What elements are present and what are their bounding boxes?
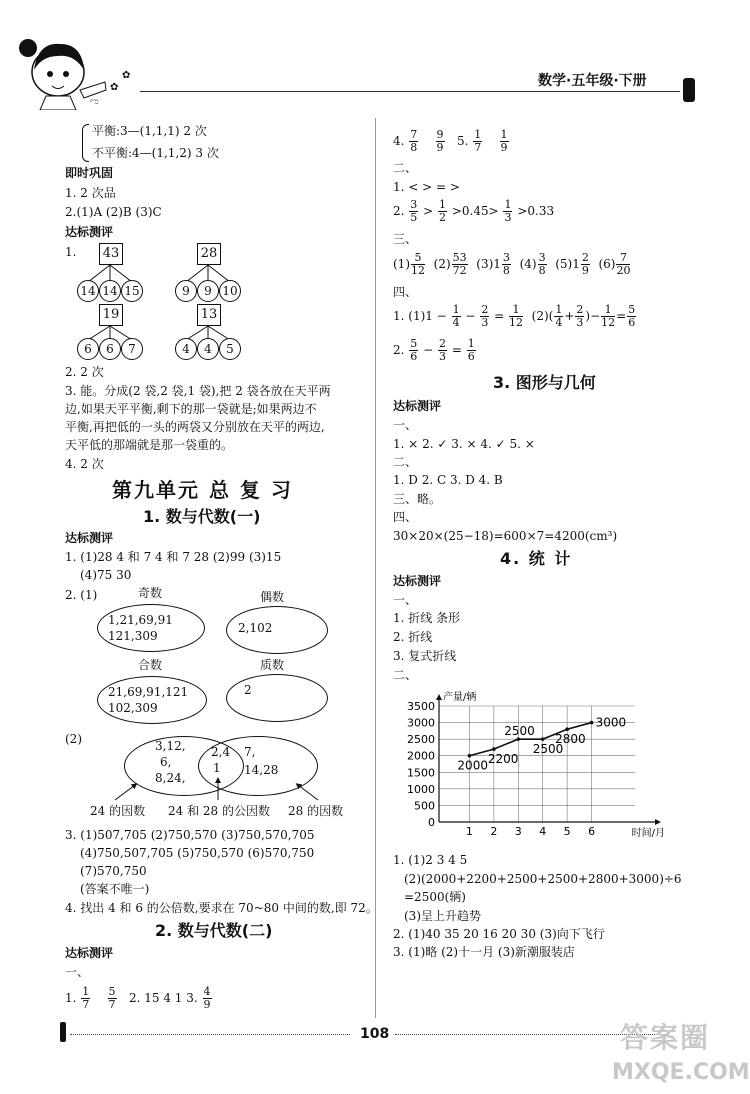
venn-mid-2: 1	[213, 761, 221, 775]
fraction: $\frac{5}{12}$	[411, 251, 425, 277]
page-number: 108	[360, 1026, 390, 1042]
y-tick-label: 1000	[407, 782, 435, 796]
tree-1-leaf: 14	[99, 280, 121, 302]
section-4-test: 达标测评	[393, 574, 442, 588]
venn-caption-left: 24 的因数	[90, 804, 146, 818]
s4-ans-2: (2)(2000+2200+2500+2500+2800+3000)÷6	[404, 872, 682, 886]
fraction: $\frac{1}{7}$	[82, 985, 90, 1011]
s1-item-4: 4. 找出 4 和 6 的公倍数,要求在 70~80 中间的数,即 72。	[65, 901, 378, 915]
data-point	[492, 747, 496, 751]
s1-item-1-line-1: 1. (1)28 4 和 7 4 和 7 28 (2)99 (3)15	[65, 550, 282, 564]
s2-answers	[65, 984, 213, 1012]
tree-3-leaf: 6	[99, 338, 121, 360]
tree-4-leaf: 5	[219, 338, 241, 360]
tree-1-leaf: 14	[77, 280, 99, 302]
odd-label: 奇数	[138, 586, 163, 600]
venn-left-2: 6,	[160, 755, 172, 769]
s1-item-3-line-3: (7)570,750	[80, 864, 147, 878]
item-3-line-1: 3. 能。分成(2 袋,2 袋,1 袋),把 2 袋各放在天平两	[65, 384, 331, 398]
y-axis-label: 产量/辆	[443, 692, 477, 703]
s3-three: 三、略。	[393, 492, 442, 506]
section-3-title: 3. 图形与几何	[493, 373, 596, 392]
prime-label: 质数	[260, 658, 285, 672]
footer-left-marker	[60, 1022, 66, 1042]
balance-line-1: 平衡:3—(1,1,1) 2 次	[92, 124, 207, 138]
r-two-2: 2. $\frac{3}{5}$ > $\frac{1}{2}$ >0.45> $\frac{1}{3}$ >0.33	[393, 198, 555, 224]
consolidate-title: 即时巩固	[65, 166, 114, 180]
header-title: 数学·五年级·下册	[538, 73, 647, 89]
fraction: $\frac{3}{5}$	[410, 198, 418, 224]
r-four: 四、	[393, 285, 418, 299]
section-2-one: 一、	[65, 965, 90, 979]
venn-mid-1: 2,4	[211, 745, 231, 759]
s1-item-3-line-2: (4)750,507,705 (5)750,570 (6)570,750	[80, 846, 315, 860]
r-item-4-5: 4. $\frac{7}{8}$ $\frac{9}{9}$ 5. $\frac{1}{7}$ $\frac{1}{9}$	[393, 128, 508, 154]
x-axis-arrow	[655, 819, 661, 825]
s4-one: 一、	[393, 593, 418, 607]
tree-2-root: 28	[197, 243, 221, 265]
fraction: $\frac{4}{9}$	[203, 985, 211, 1011]
x-tick-label: 5	[563, 825, 571, 838]
s4-ans-3: =2500(辆)	[404, 890, 466, 904]
section-2-title: 2. 数与代数(二)	[155, 921, 273, 940]
footer-rule-left	[70, 1034, 350, 1035]
item-3-line-3: 平衡,再把低的一头的两袋又分别放在天平的两边,	[65, 420, 325, 434]
section-1-title: 1. 数与代数(一)	[143, 507, 261, 526]
tree-1-leaf: 15	[121, 280, 143, 302]
venn-right-2: 14,28	[244, 763, 279, 777]
y-tick-label: 500	[414, 799, 435, 813]
item-4: 4. 2 次	[65, 457, 104, 471]
line-chart	[395, 686, 695, 841]
section-1-test: 达标测评	[65, 531, 114, 545]
x-axis-label: 时间/月	[631, 828, 665, 839]
fraction: $\frac{1}{12}$	[509, 303, 524, 329]
s3-one: 一、	[393, 418, 418, 432]
test-title-1: 达标测评	[65, 225, 114, 239]
watermark-logo: 答案圈	[620, 1021, 711, 1054]
fraction: $\frac{1}{12}$	[601, 303, 616, 329]
prime-values: 2	[244, 683, 252, 697]
fraction: $\frac{5}{7}$	[108, 985, 116, 1011]
fraction: $\frac{1}{7}$	[474, 128, 482, 154]
y-tick-label: 2000	[407, 749, 435, 763]
section-3-test: 达标测评	[393, 399, 442, 413]
s4-ans-5: 2. (1)40 35 20 16 20 30 (3)向下飞行	[393, 927, 605, 941]
composite-values-2: 102,309	[108, 701, 158, 715]
x-tick-label: 2	[490, 825, 498, 838]
s1-item-3-line-1: 3. (1)507,705 (2)750,570 (3)750,570,705	[65, 828, 315, 842]
data-point	[565, 727, 569, 731]
data-label: 2000	[457, 758, 488, 773]
fraction: $\frac{3}{8}$	[502, 251, 510, 277]
s1-item-2: 2. (1)	[65, 588, 98, 602]
s2-item-3: 3.	[186, 991, 198, 1005]
s4-ans-1: 1. (1)2 3 4 5	[393, 853, 468, 867]
s3-two-items: 1. D 2. C 3. D 4. B	[393, 473, 503, 487]
s2-item-1: 1.	[65, 991, 77, 1005]
venn-caption-mid: 24 和 28 的公因数	[168, 804, 270, 818]
section-4-title: 4. 统 计	[500, 549, 573, 568]
composite-label: 合数	[138, 658, 163, 672]
s1-item-3-line-4: (答案不唯一)	[80, 882, 150, 896]
data-point	[590, 721, 594, 725]
s4-2: 2. 折线	[393, 630, 433, 644]
svg-text:ಌ: ಌ	[90, 97, 99, 107]
odd-values-1: 1,21,69,91	[108, 613, 173, 627]
x-tick-label: 1	[465, 825, 473, 838]
watermark-url: MXQE.COM	[612, 1060, 750, 1085]
even-values: 2,102	[238, 621, 273, 635]
s3-four: 四、	[393, 510, 418, 524]
s3-four-calc: 30×20×(25−18)=600×7=4200(cm³)	[393, 529, 618, 543]
balance-line-2: 不平衡:4—(1,1,2) 3 次	[92, 146, 219, 160]
data-point	[468, 754, 472, 758]
data-label: 2800	[555, 732, 586, 747]
fraction: $\frac{2}{9}$	[581, 251, 589, 277]
s3-one-items: 1. × 2. ✓ 3. × 4. ✓ 5. ×	[393, 437, 535, 451]
fraction: $\frac{1}{9}$	[500, 128, 508, 154]
data-label: 3000	[595, 715, 627, 730]
fraction: $\frac{3}{8}$	[538, 251, 546, 277]
fraction: $\frac{2}{3}$	[439, 337, 446, 363]
item-3-line-2: 边,如果天平平衡,剩下的那一袋就是;如果两边不	[65, 402, 317, 416]
data-label: 2500	[504, 724, 535, 739]
item-3-line-4: 天平低的那端就是那一袋重的。	[65, 438, 234, 452]
even-label: 偶数	[260, 590, 285, 604]
consolidate-1: 1. 2 次品	[65, 186, 116, 200]
data-label: 2500	[532, 742, 564, 757]
tree-2-leaf: 9	[197, 280, 219, 302]
s3-two: 二、	[393, 455, 418, 469]
svg-text:✿: ✿	[110, 82, 119, 93]
fraction: $\frac{1}{6}$	[467, 337, 475, 363]
tree-2-leaf: 10	[219, 280, 241, 302]
venn-label: (2)	[65, 732, 82, 746]
consolidate-2: 2.(1)A (2)B (3)C	[65, 205, 162, 219]
fraction: $\frac{2}{3}$	[576, 303, 584, 329]
tree-1-root: 43	[99, 243, 123, 265]
venn-caption-right: 28 的因数	[288, 804, 344, 818]
fraction: $\frac{1}{3}$	[504, 198, 512, 224]
data-label: 2200	[487, 752, 519, 767]
fraction: $\frac{7}{8}$	[410, 128, 418, 154]
item-1-label: 1.	[65, 245, 77, 259]
r-three-items: (1) $\frac{5}{12}$ (2) $\frac{53}{72}$ (3)1 $\frac{3}{8}$ (4) $\frac{3}{8}$ (5)1 $\frac{2}{9}$ (6) $\frac{7}{20}$	[393, 251, 631, 277]
s4-ans-6: 3. (1)略 (2)十一月 (3)新潮服装店	[393, 945, 575, 959]
fraction: $\frac{1}{4}$	[452, 303, 460, 329]
r-three: 三、	[393, 232, 418, 246]
s4-1: 1. 折线 条形	[393, 611, 461, 625]
x-tick-label: 6	[588, 825, 596, 838]
y-tick-label: 3500	[407, 700, 435, 713]
venn-left-1: 3,12,	[155, 739, 186, 753]
r-four-1: 1. (1)1 − $\frac{1}{4}$ − $\frac{2}{3}$ = $\frac{1}{12}$ (2)( $\frac{1}{4}$ + $\frac{2}{3}$ )− $\frac{1}{12}$ = $\frac{5}{6}$	[393, 303, 636, 329]
fraction: $\frac{1}{2}$	[439, 198, 446, 224]
fraction: $\frac{9}{9}$	[436, 128, 444, 154]
s1-item-1-line-2: (4)75 30	[80, 568, 132, 582]
svg-text:✿: ✿	[122, 70, 131, 81]
y-tick-label: 2500	[407, 733, 435, 747]
x-tick-label: 3	[514, 825, 522, 838]
tree-2-leaf: 9	[175, 280, 197, 302]
tree-4-root: 13	[197, 304, 221, 326]
fraction: $\frac{53}{72}$	[452, 251, 467, 277]
s4-ans-4: (3)呈上升趋势	[404, 909, 481, 923]
y-tick-label: 1500	[407, 766, 435, 780]
data-point	[541, 737, 545, 741]
x-tick-label: 4	[539, 825, 547, 838]
y-tick-label: 0	[428, 816, 435, 829]
r-four-2: 2. $\frac{5}{6}$ − $\frac{2}{3}$ = $\frac{1}{6}$	[393, 337, 475, 363]
venn-left-3: 8,24,	[155, 771, 186, 785]
tree-3-leaf: 6	[77, 338, 99, 360]
y-axis-arrow	[436, 694, 442, 700]
tree-4-leaf: 4	[197, 338, 219, 360]
r-two-1: 1. < > = >	[393, 180, 460, 194]
s4-3: 3. 复式折线	[393, 649, 457, 663]
r-two: 二、	[393, 161, 418, 175]
fraction: $\frac{1}{4}$	[555, 303, 563, 329]
s4-two: 二、	[393, 668, 418, 682]
composite-values-1: 21,69,91,121	[108, 685, 189, 699]
section-2-test: 达标测评	[65, 946, 114, 960]
tree-4-leaf: 4	[175, 338, 197, 360]
fraction: $\frac{7}{20}$	[616, 251, 631, 277]
fraction: $\frac{5}{6}$	[410, 337, 418, 363]
s2-item-2: 2. 15 4 1	[129, 991, 183, 1005]
tree-3-root: 19	[99, 304, 123, 326]
venn-right-1: 7,	[244, 745, 256, 759]
y-tick-label: 3000	[407, 716, 435, 730]
item-2: 2. 2 次	[65, 365, 104, 379]
unit-title: 第九单元 总 复 习	[112, 478, 293, 502]
odd-values-2: 121,309	[108, 629, 158, 643]
column-divider	[375, 118, 376, 1018]
fraction: $\frac{5}{6}$	[628, 303, 636, 329]
tree-3-leaf: 7	[121, 338, 143, 360]
fraction: $\frac{2}{3}$	[481, 303, 489, 329]
